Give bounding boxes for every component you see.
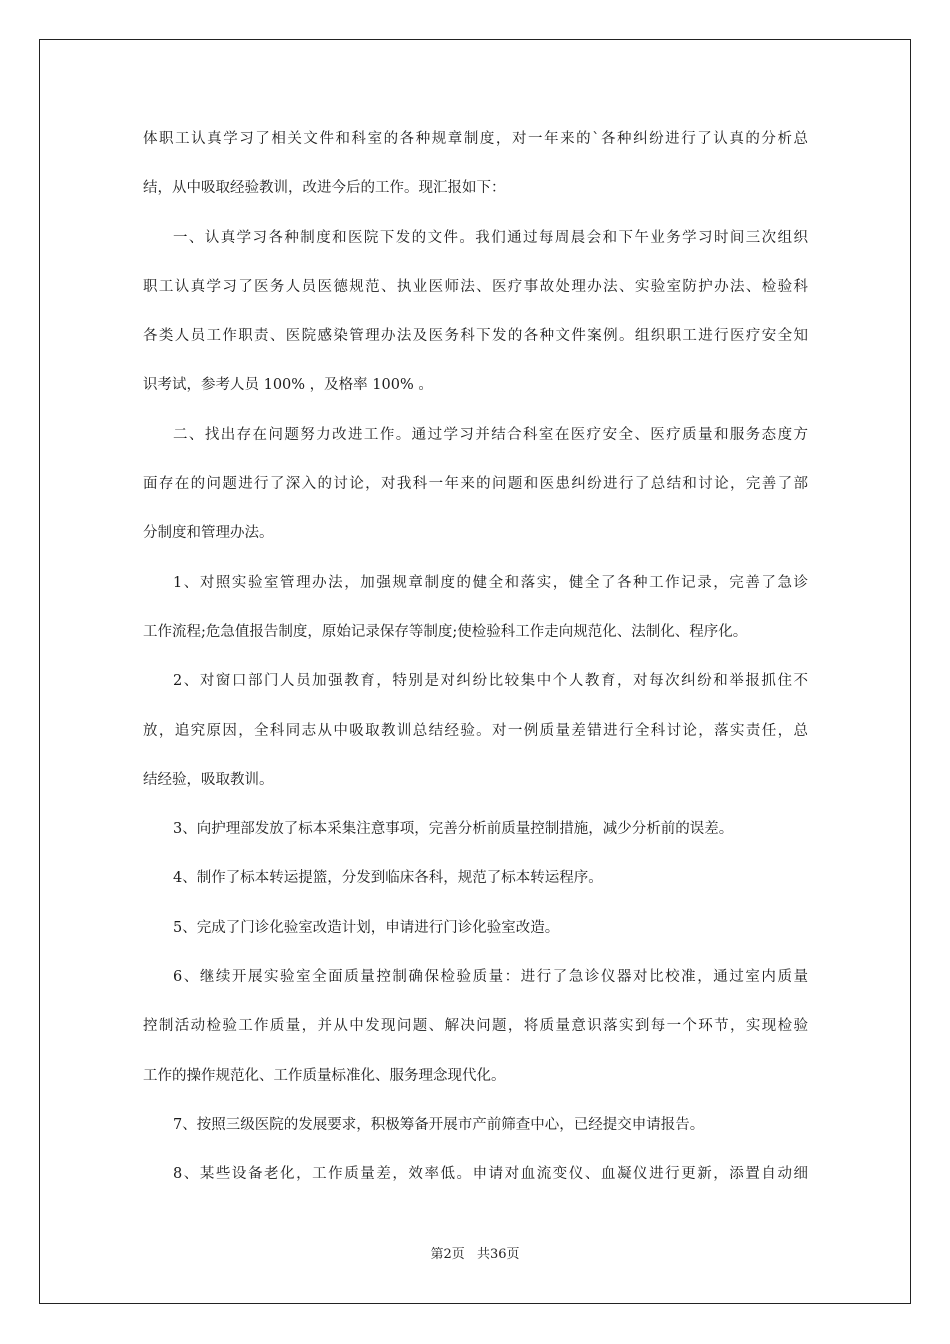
page-number: 第2页 <box>430 1247 465 1262</box>
text-line: 结经验，吸取教训。 <box>143 771 274 788</box>
text-line: 3、向护理部发放了标本采集注意事项，完善分析前质量控制措施，减少分析前的误差。 <box>173 821 734 838</box>
text-line: 7、按照三级医院的发展要求，积极筹备开展市产前筛查中心，已经提交申请报告。 <box>173 1116 705 1133</box>
text-line: 8、某些设备老化，工作质量差，效率低。申请对血流变仪、血凝仪进行更新，添置自动细 <box>173 1166 808 1183</box>
text-line: 识考试，参考人员 100% ，及格率 100% 。 <box>143 377 433 394</box>
text-line: 体职工认真学习了相关文件和科室的各种规章制度，对一年来的`各种纠纷进行了认真的分析总 <box>143 131 808 147</box>
text-line: 职工认真学习了医务人员医德规范、执业医师法、医疗事故处理办法、实验室防护办法、检验科 <box>143 278 808 295</box>
text-line: 各类人员工作职责、医院感染管理办法及医务科下发的各种文件案例。组织职工进行医疗安全知 <box>143 328 808 345</box>
text-line: 结，从中吸取经验教训，改进今后的工作。现汇报如下： <box>143 180 506 197</box>
text-line: 工作流程;危急值报告制度，原始记录保存等制度;使检验科工作走向规范化、法制化、程序化。 <box>143 623 748 640</box>
document-body <box>143 115 808 1200</box>
text-line: 1、对照实验室管理办法，加强规章制度的健全和落实，健全了各种工作记录，完善了急诊 <box>173 574 808 591</box>
text-line: 工作的操作规范化、工作质量标准化、服务理念现代化。 <box>143 1067 506 1084</box>
text-line: 4、制作了标本转运提篮，分发到临床各科，规范了标本转运程序。 <box>173 870 603 887</box>
text-line: 一、认真学习各种制度和医院下发的文件。我们通过每周晨会和下午业务学习时间三次组织 <box>173 229 808 246</box>
text-line: 分制度和管理办法。 <box>143 525 274 542</box>
page-footer <box>0 1243 950 1262</box>
text-line: 二、找出存在问题努力改进工作。通过学习并结合科室在医疗安全、医疗质量和服务态度方 <box>173 426 808 443</box>
text-line: 5、完成了门诊化验室改造计划，申请进行门诊化验室改造。 <box>173 919 560 936</box>
text-line: 面存在的问题进行了深入的讨论，对我科一年来的问题和医患纠纷进行了总结和讨论，完善了部 <box>143 476 808 493</box>
text-line: 控制活动检验工作质量，并从中发现问题、解决问题，将质量意识落实到每一个环节，实现检验 <box>143 1018 808 1035</box>
text-line: 6、继续开展实验室全面质量控制确保检验质量：进行了急诊仪器对比校准，通过室内质量 <box>173 969 808 986</box>
page-total: 共36页 <box>476 1247 520 1262</box>
text-line: 放，追究原因，全科同志从中吸取教训总结经验。对一例质量差错进行全科讨论，落实责任，总 <box>143 722 808 739</box>
text-line: 2、对窗口部门人员加强教育，特别是对纠纷比较集中个人教育，对每次纠纷和举报抓住不 <box>173 673 808 690</box>
